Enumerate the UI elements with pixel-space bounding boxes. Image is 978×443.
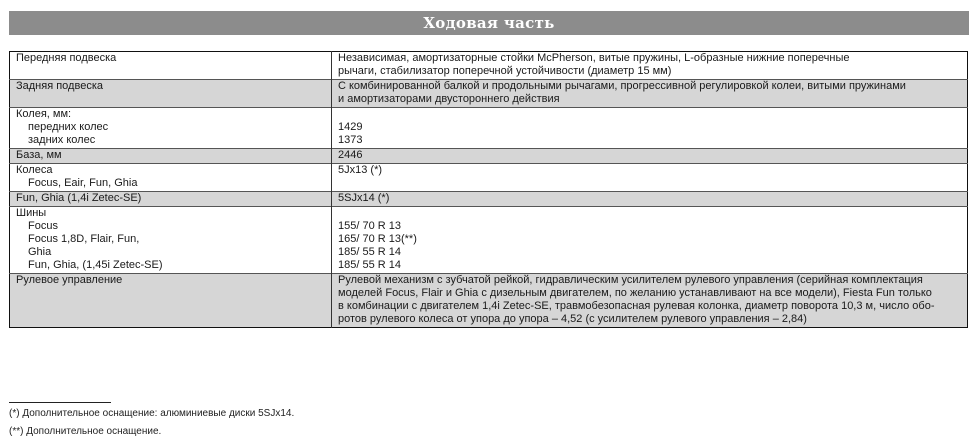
- row-label: Рулевое управление: [16, 274, 123, 286]
- table-row: [10, 149, 968, 164]
- row-value: рычаги, стабилизатор поперечной устойчивости (диаметр 15 мм): [338, 65, 672, 77]
- row-label: Focus, Eair, Fun, Ghia: [28, 177, 138, 189]
- row-label: Шины: [16, 207, 47, 219]
- row-label: Focus: [28, 220, 58, 232]
- table-row: [10, 274, 968, 328]
- row-value: С комбинированной балкой и продольными рычагами, прогрессивной регулировкой колеи, витыми пружинами: [338, 80, 906, 92]
- row-label: Передняя подвеска: [16, 52, 117, 64]
- row-label: Fun, Ghia (1,4i Zetec-SE): [16, 192, 142, 204]
- table-row: [10, 192, 968, 207]
- row-label-cell: [10, 192, 332, 207]
- row-label: Колея, мм:: [16, 108, 72, 120]
- table-row: [10, 207, 968, 274]
- row-label: Ghia: [28, 246, 52, 258]
- row-value: 155/ 70 R 13: [338, 220, 401, 232]
- row-value: Рулевой механизм с зубчатой рейкой, гидравлическим усилителем рулевого управления (серийная комплектация: [338, 274, 923, 286]
- row-label: Fun, Ghia, (1,45i Zetec-SE): [28, 259, 163, 271]
- row-value: 1429: [338, 121, 363, 133]
- row-value: в комбинации с двигателем 1,4i Zetec-SE, травмобезопасная рулевая колонка, диаметр поворота 10,3 м, число обо-: [338, 300, 935, 312]
- row-label: База, мм: [16, 149, 62, 161]
- row-value: [338, 207, 961, 220]
- row-value-cell: [332, 80, 968, 108]
- row-label-cell: [10, 80, 332, 108]
- section-title: Ходовая часть: [423, 14, 555, 32]
- row-value: 185/ 55 R 14: [338, 259, 401, 271]
- spec-table: [9, 51, 968, 328]
- row-value-cell: [332, 192, 968, 207]
- row-label-cell: [10, 207, 332, 274]
- row-value-cell: [332, 274, 968, 328]
- row-value: 2446: [338, 149, 363, 161]
- footnote-1: (*) Дополнительное оснащение: алюминиевые диски 5SJx14.: [9, 408, 295, 419]
- row-value-cell: [332, 52, 968, 80]
- row-label: задних колес: [28, 134, 96, 146]
- row-value-cell: [332, 207, 968, 274]
- row-value: 165/ 70 R 13(**): [338, 233, 417, 245]
- row-value-cell: [332, 164, 968, 192]
- table-row: [10, 108, 968, 149]
- row-label: Задняя подвеска: [16, 80, 103, 92]
- row-label-cell: [10, 149, 332, 164]
- row-label: Focus 1,8D, Flair, Fun,: [28, 233, 140, 245]
- row-label-cell: [10, 52, 332, 80]
- table-row: [10, 52, 968, 80]
- row-value: 5SJx14 (*): [338, 192, 390, 204]
- row-value-cell: [332, 149, 968, 164]
- row-label: передних колес: [28, 121, 109, 133]
- footnote-divider: [9, 402, 111, 403]
- row-value: 5Jx13 (*): [338, 164, 383, 176]
- row-value: и амортизаторами двустороннего действия: [338, 93, 560, 105]
- row-value: Независимая, амортизаторные стойки McPherson, витые пружины, L-образные нижние поперечные: [338, 52, 850, 64]
- row-value: ротов рулевого колеса от упора до упора – 4,52 (с усилителем рулевого управления – 2,84): [338, 313, 807, 325]
- row-value-cell: [332, 108, 968, 149]
- row-label-cell: [10, 164, 332, 192]
- table-row: [10, 164, 968, 192]
- row-label-cell: [10, 274, 332, 328]
- row-value: 185/ 55 R 14: [338, 246, 401, 258]
- row-value: [338, 108, 961, 121]
- section-title-bar: [9, 11, 969, 35]
- footnote-2: (**) Дополнительное оснащение.: [9, 426, 162, 437]
- row-value: 1373: [338, 134, 363, 146]
- row-value: моделей Focus, Flair и Ghia с дизельным двигателем, по желанию устанавливают на все модели), Fiesta Fun только: [338, 287, 932, 299]
- row-value: [338, 177, 961, 190]
- table-row: [10, 80, 968, 108]
- row-label: Колеса: [16, 164, 53, 176]
- row-label-cell: [10, 108, 332, 149]
